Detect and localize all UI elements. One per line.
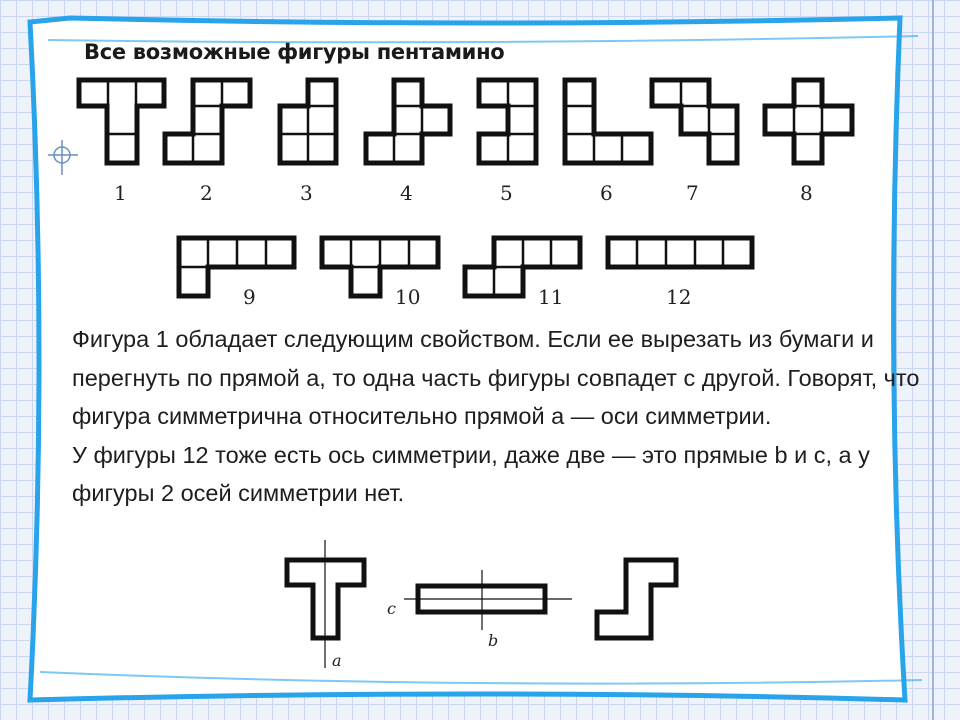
paragraph-symmetry-definition: Фигура 1 обладает следующим свойством. Если ее вырезать из бумаги и перегнуть по прямой а, то одна часть фигуры совпадет с другой. Говорят, что фигура симметрична относительно прямой а — оси симметрии. bbox=[72, 326, 920, 429]
pentomino-7 bbox=[652, 80, 737, 163]
figure-number-8: 8 bbox=[800, 181, 813, 205]
pentomino-4 bbox=[366, 80, 450, 163]
figure-number-6: 6 bbox=[600, 181, 613, 205]
figure-number-7: 7 bbox=[686, 181, 699, 205]
figure-number-12: 12 bbox=[666, 285, 692, 309]
figure-number-9: 9 bbox=[243, 285, 256, 309]
figure-number-11: 11 bbox=[538, 285, 564, 309]
axis-a-label: a bbox=[332, 651, 342, 670]
asymmetric-figure-2 bbox=[597, 560, 676, 638]
pentomino-6 bbox=[565, 80, 651, 163]
pentomino-9 bbox=[179, 238, 294, 296]
figure-number-2: 2 bbox=[200, 181, 213, 205]
figure-number-3: 3 bbox=[300, 181, 313, 205]
axis-b-label: b bbox=[488, 631, 499, 650]
figure-number-5: 5 bbox=[500, 181, 513, 205]
pentomino-5 bbox=[479, 80, 536, 163]
page-title: Все возможные фигуры пентамино bbox=[84, 40, 505, 64]
pentomino-3 bbox=[280, 80, 336, 163]
figure-number-10: 10 bbox=[395, 285, 421, 309]
figure-number-4: 4 bbox=[400, 181, 413, 205]
pentomino-1 bbox=[79, 80, 164, 163]
pentomino-2 bbox=[165, 80, 250, 163]
axis-c-label: c bbox=[387, 599, 396, 618]
explanation-text bbox=[72, 320, 942, 513]
paragraph-symmetry-examples: У фигуры 12 тоже есть ось симметрии, даже две — это прямые b и с, а у фигуры 2 осей симметрии нет. bbox=[72, 441, 870, 506]
pentomino-8 bbox=[765, 80, 852, 163]
figure-number-1: 1 bbox=[114, 181, 127, 205]
pentomino-12 bbox=[608, 238, 752, 267]
pentomino-10 bbox=[322, 238, 438, 296]
